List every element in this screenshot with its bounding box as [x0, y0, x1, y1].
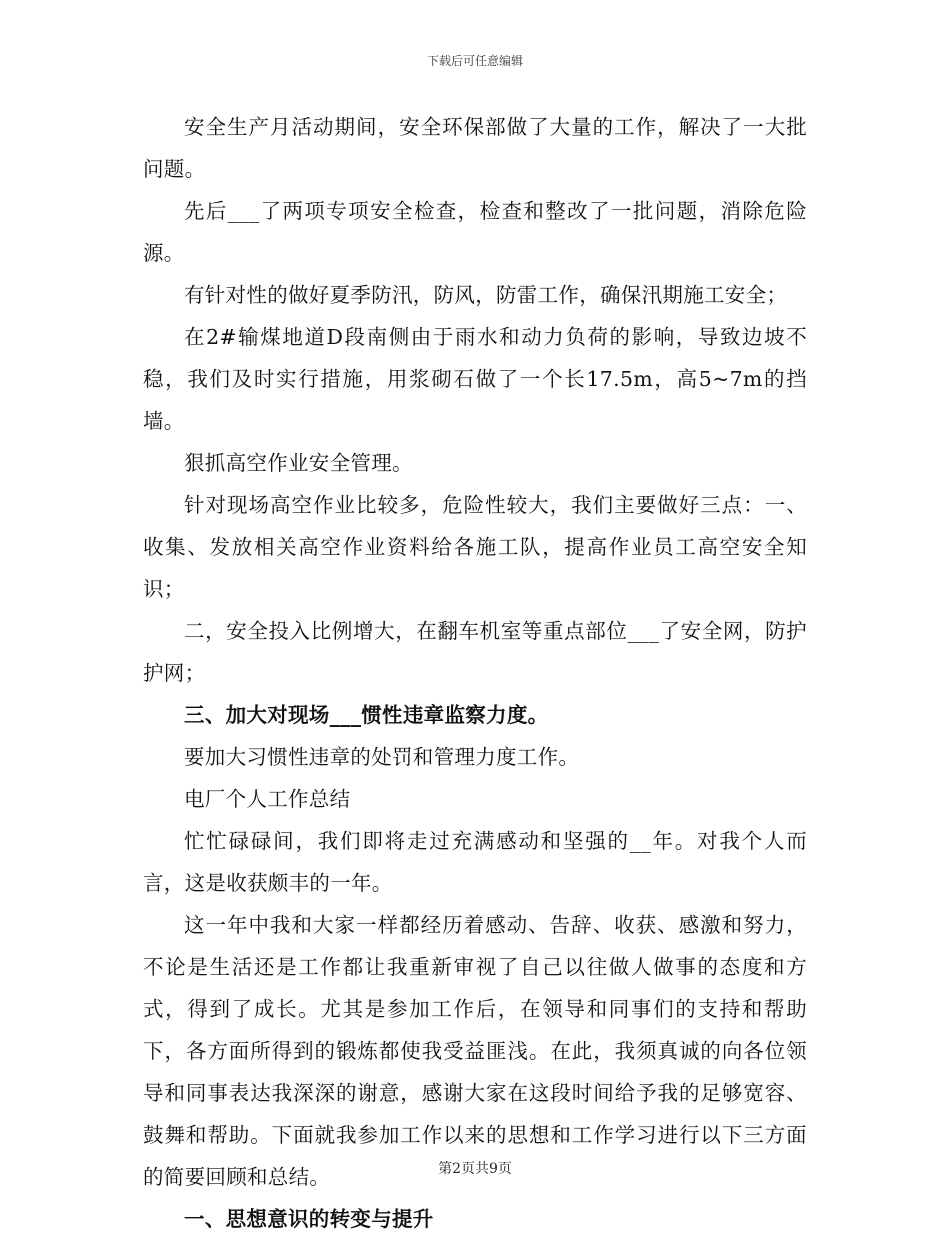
section-heading: 一、思想意识的转变与提升 [184, 1207, 434, 1231]
paragraph: 先后___了两项专项安全检查，检查和整改了一批问题，消除危险源。 [143, 199, 807, 265]
paragraph: 忙忙碌碌间，我们即将走过充满感动和坚强的__年。对我个人而言，这是收获颇丰的一年。 [143, 829, 807, 895]
page-number: 第2页共9页 [438, 1161, 512, 1177]
document-title: 电厂个人工作总结 [184, 787, 351, 811]
paragraph: 二，安全投入比例增大，在翻车机室等重点部位___了安全网，防护护网； [143, 619, 807, 685]
paragraph: 这一年中我和大家一样都经历着感动、告辞、收获、感激和努力，不论是生活还是工作都让我重新审视了自己以往做人做事的态度和方式，得到了成长。尤其是参加工作后，在领导和同事们的支持和帮助下，各方面所得到的锻炼都使我受益匪浅。在此，我须真诚的向各位领导和同事表达我深深的谢意，感谢大家在这段时间给予我的足够宽容、鼓舞和帮助。下面就我参加工作以来的思想和工作学习进行以下三方面的简要回顾和总结。 [143, 913, 807, 1189]
section-heading: 三、加大对现场___惯性违章监察力度。 [184, 703, 549, 727]
paragraph: 有针对性的做好夏季防汛，防风，防雷工作，确保汛期施工安全； [184, 283, 788, 307]
paragraph: 安全生产月活动期间，安全环保部做了大量的工作，解决了一大批问题。 [143, 115, 807, 181]
paragraph: 要加大习惯性违章的处罚和管理力度工作。 [184, 745, 580, 769]
document-body [143, 106, 807, 1240]
paragraph: 在2#输煤地道D段南侧由于雨水和动力负荷的影响，导致边坡不稳，我们及时实行措施，用浆砌石做了一个长17.5m，高5~7m的挡墙。 [143, 325, 807, 433]
page-header: 下载后可任意编辑 [426, 54, 523, 68]
paragraph: 针对现场高空作业比较多，危险性较大，我们主要做好三点：一、收集、发放相关高空作业资料给各施工队，提高作业员工高空安全知识； [143, 493, 807, 601]
paragraph: 狠抓高空作业安全管理。 [184, 451, 413, 475]
